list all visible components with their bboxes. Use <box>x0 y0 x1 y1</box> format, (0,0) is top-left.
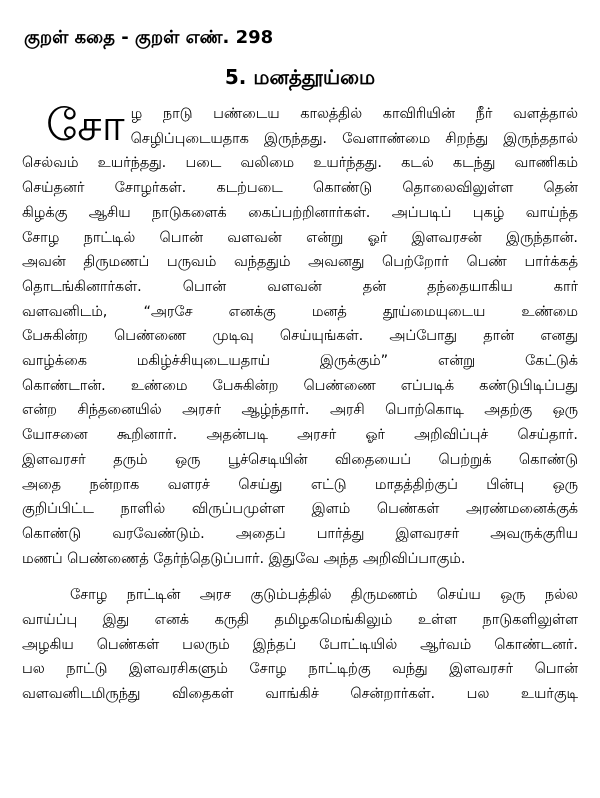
chapter-header: குறள் கதை - குறள் எண். 298 <box>24 27 274 48</box>
paragraph-1 <box>22 102 578 571</box>
paragraph-line: கிழக்கு ஆசிய நாடுகளைக் கைப்பற்றினார்கள். அப்படிப் புகழ் வாய்ந்த <box>22 204 578 221</box>
paragraph-line: கொண்டு வரவேண்டும். அதைப் பார்த்து இளவரசர் அவருக்குரிய <box>22 525 578 542</box>
paragraph-line: ழ நாடு பண்டைய காலத்தில் காவிரியின் நீர் வளத்தால் <box>130 106 578 122</box>
paragraph-line: சோழ நாட்டில் பொன் வளவன் என்று ஓர் இளவரசன் இருந்தான். <box>22 229 578 246</box>
paragraph-line: அதை நன்றாக வளரச் செய்து எட்டு மாதத்திற்குப் பின்பு ஒரு <box>22 476 578 493</box>
paragraph-line: வாழ்க்கை மகிழ்ச்சியுடையதாய் இருக்கும்” என்று கேட்டுக் <box>22 353 578 370</box>
paragraph-line: சோழ நாட்டின் அரச குடும்பத்தில் திருமணம் செய்ய ஒரு நல்ல <box>70 587 578 604</box>
paragraph-line: வளவனிடம், “அரசே எனக்கு மனத் தூய்மையுடைய உண்மை <box>22 303 578 320</box>
paragraph-line: யோசனை கூறினார். அதன்படி அரசர் ஓர் அறிவிப்புச் செய்தார். <box>22 427 578 444</box>
paragraph-line: கொண்டான். உண்மை பேசுகின்ற பெண்ணை எப்படிக் கண்டுபிடிப்பது <box>22 377 578 394</box>
paragraph-line: வாய்ப்பு இது எனக் கருதி தமிழகமெங்கிலும் உள்ள நாடுகளிலுள்ள <box>22 612 578 629</box>
paragraph-2 <box>22 583 578 707</box>
paragraph-line: அவன் திருமணப் பருவம் வந்ததும் அவனது பெற்றோர் பெண் பார்க்கத் <box>22 254 578 271</box>
paragraph-line: என்ற சிந்தனையில் அரசர் ஆழ்ந்தார். அரசி பொற்கொடி அதற்கு ஒரு <box>22 402 578 419</box>
paragraph-line: பல நாட்டு இளவரசிகளும் சோழ நாட்டிற்கு வந்து இளவரசர் பொன் <box>22 661 578 678</box>
paragraph-line: தொடங்கினார்கள். பொன் வளவன் தன் தந்தையாகிய கார் <box>22 278 578 295</box>
drop-cap: சோ <box>46 100 125 151</box>
paragraph-line: மணப் பெண்ணைத் தேர்ந்தெடுப்பார். இதுவே அந்த அறிவிப்பாகும். <box>22 550 466 567</box>
paragraph-line: குறிப்பிட்ட நாளில் விருப்பமுள்ள இளம் பெண்கள் அரண்மனைக்குக் <box>22 501 578 518</box>
paragraph-line: செல்வம் உயர்ந்தது. படை வலிமை உயர்ந்தது. கடல் கடந்து வாணிகம் <box>22 155 578 172</box>
story-title: 5. மனத்தூய்மை <box>224 65 376 89</box>
paragraph-line: வளவனிடமிருந்து விதைகள் வாங்கிச் சென்றார்கள். பல உயர்குடி <box>22 686 578 703</box>
paragraph-line: செழிப்புடையதாக இருந்தது. வேளாண்மை சிறந்து இருந்ததால் <box>130 130 578 147</box>
paragraph-line: பேசுகின்ற பெண்ணை முடிவு செய்யுங்கள். அப்போது தான் எனது <box>22 328 578 345</box>
paragraph-line: இளவரசர் தரும் ஒரு பூச்செடியின் விதையைப் பெற்றுக் கொண்டு <box>22 451 578 468</box>
paragraph-line: செய்தனர் சோழர்கள். கடற்படை கொண்டு தொலைவிலுள்ள தென் <box>22 180 578 197</box>
paragraph-line: அழகிய பெண்கள் பலரும் இந்தப் போட்டியில் ஆர்வம் கொண்டனர். <box>22 636 578 653</box>
